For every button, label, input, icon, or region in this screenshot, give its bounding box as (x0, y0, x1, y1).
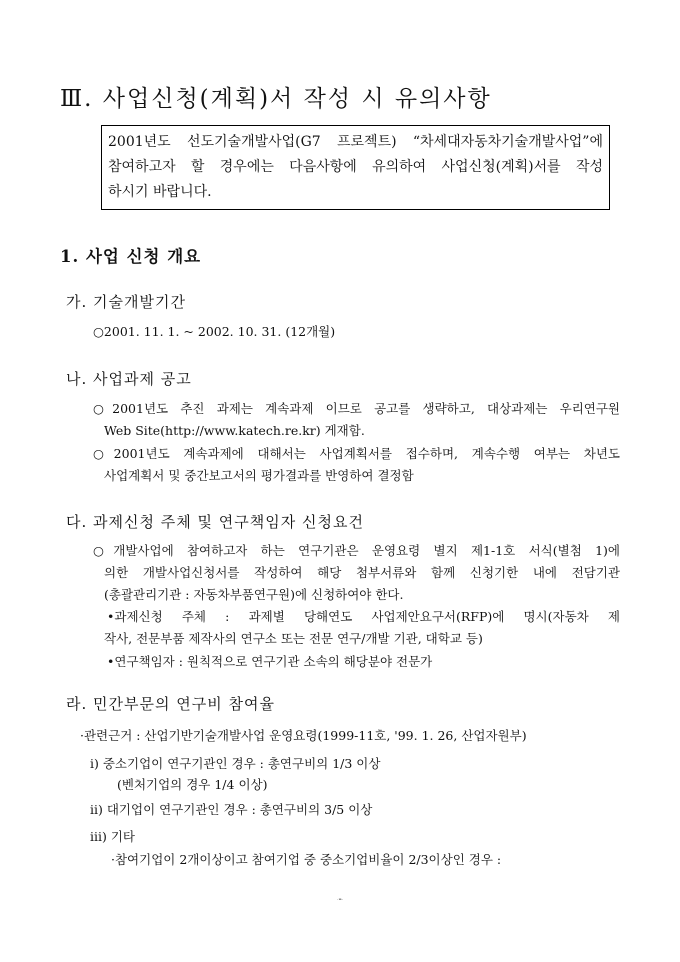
ratio-item: ⅲ) 기타 (90, 829, 135, 844)
subsection-heading-ra: 라. 민간부문의 연구비 참여율 (66, 695, 275, 713)
intro-line: 하시기 바랍니다. (108, 184, 212, 200)
subsection-heading-ga: 가. 기술개발기간 (66, 293, 186, 311)
intro-notice-box (101, 125, 610, 210)
period-line: ○2001. 11. 1. ~ 2002. 10. 31. (12개월) (93, 324, 336, 339)
requirement-line: (총괄관리기관 : 자동차부품연구원)에 신청하여야 한다. (104, 587, 404, 602)
ratio-subitem: ·참여기업이 2개이상이고 참여기업 중 중소기업비율이 2/3이상인 경우 : (111, 852, 502, 867)
announcement-line: Web Site(http://www.katech.re.kr) 게재함. (104, 423, 365, 438)
requirement-line: 의한 개발사업신청서를 작성하여 해당 첨부서류와 함께 신청기한 내에 전담기관 (104, 565, 620, 580)
announcement-line: ○2001년도 계속과제에 대해서는 사업계획서를 접수하며, 계속수행 여부는 차년도 (93, 446, 620, 461)
subsection-heading-da: 다. 과제신청 주체 및 연구책임자 신청요건 (66, 513, 364, 531)
intro-line: 참여하고자 할 경우에는 다음사항에 유의하여 사업신청(계획)서를 작성 (108, 159, 603, 175)
requirement-line: ○개발사업에 참여하고자 하는 연구기관은 운영요령 별지 제1-1호 서식(별첨 1)에 (93, 543, 620, 558)
requirement-bullet: •연구책임자 : 원칙적으로 연구기관 소속의 해당분야 전문가 (107, 654, 433, 669)
requirement-bullet: •과제신청 주체 : 과제별 당해연도 사업제안요구서(RFP)에 명시(자동차 제 (107, 609, 620, 624)
announcement-line: ○2001년도 추진 과제는 계속과제 이므로 공고를 생략하고, 대상과제는 우리연구원 (93, 401, 620, 416)
intro-line: 2001년도 선도기술개발사업(G7 프로젝트) “차세대자동차기술개발사업”에 (108, 134, 603, 150)
ratio-item: ⅰ) 중소기업이 연구기관인 경우 : 총연구비의 1/3 이상 (90, 756, 381, 771)
section-heading: 1. 사업 신청 개요 (60, 247, 202, 266)
announcement-line: 사업계획서 및 중간보고서의 평가결과를 반영하여 결정함 (104, 468, 414, 483)
ratio-item-note: (벤처기업의 경우 1/4 이상) (117, 777, 268, 792)
page-number: - 10 - (337, 899, 343, 901)
ratio-item: ⅱ) 대기업이 연구기관인 경우 : 총연구비의 3/5 이상 (90, 802, 373, 817)
page-title: Ⅲ. 사업신청(계획)서 작성 시 유의사항 (60, 86, 492, 112)
requirement-line: 작사, 전문부품 제작사의 연구소 또는 전문 연구/개발 기관, 대학교 등) (104, 631, 483, 646)
subsection-heading-na: 나. 사업과제 공고 (66, 370, 192, 388)
basis-line: ·관련근거 : 산업기반기술개발사업 운영요령(1999-11호, '99. 1. 26, 산업자원부) (80, 728, 527, 743)
